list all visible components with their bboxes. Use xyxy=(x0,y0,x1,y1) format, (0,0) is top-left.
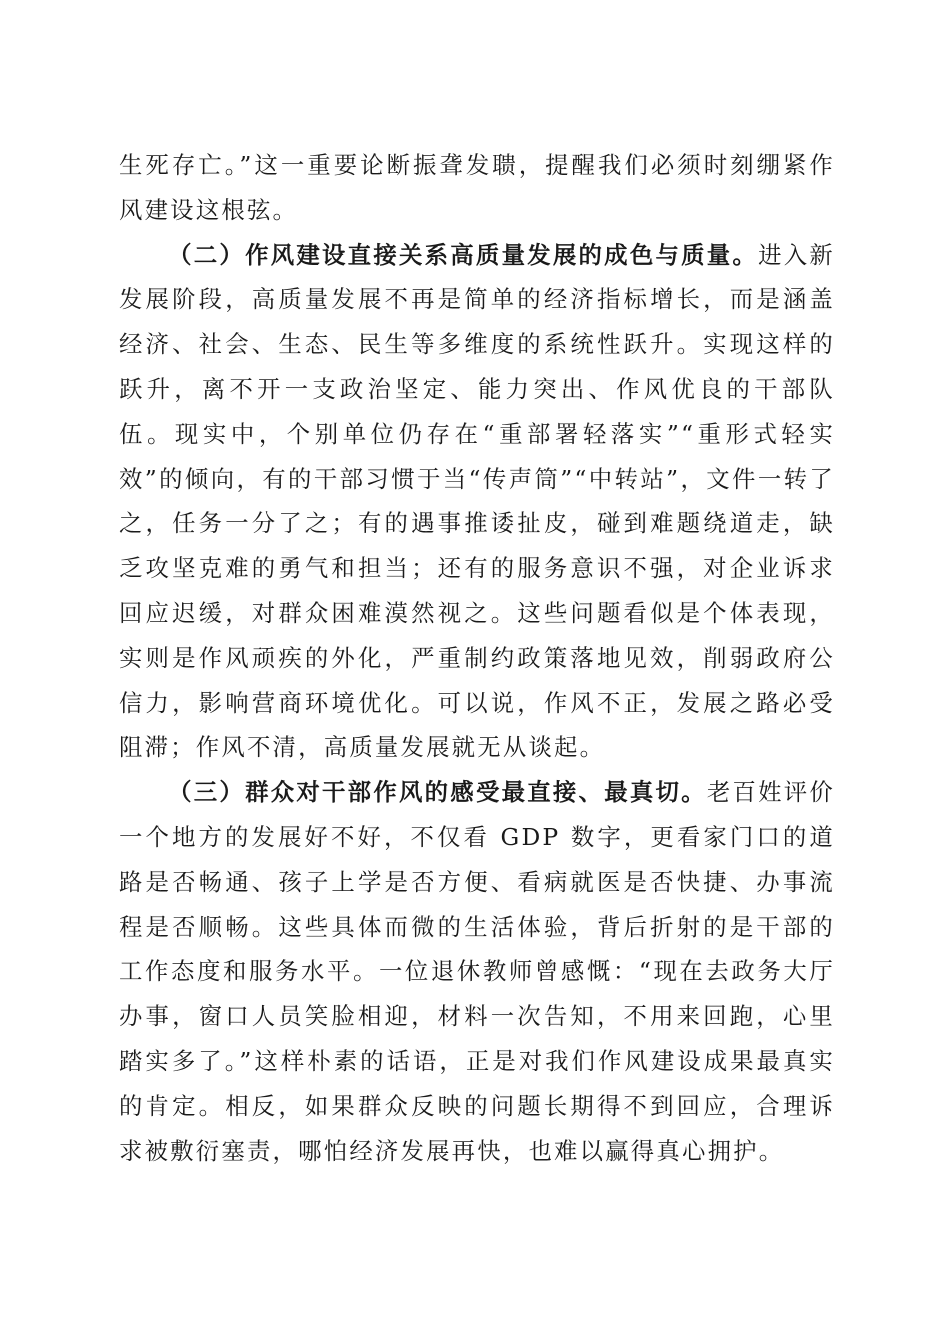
paragraph-body: 进入新发展阶段，高质量发展不再是简单的经济指标增长，而是涵盖经济、社会、生态、民生等多维度的系统性跃升。实现这样的跃升，离不开一支政治坚定、能力突出、作风优良的干部队伍。现实中，个别单位仍存在“重部署轻落实”“重形式轻实效”的倾向，有的干部习惯于当“传声筒”“中转站”，文件一转了之，任务一分了之；有的遇事推诿扯皮，碰到难题绕道走，缺乏攻坚克难的勇气和担当；还有的服务意识不强，对企业诉求回应迟缓，对群众困难漠然视之。这些问题看似是个体表现，实则是作风顽疾的外化，严重制约政策落地见效，削弱政府公信力，影响营商环境优化。可以说，作风不正，发展之路必受阻滞；作风不清，高质量发展就无从谈起。 xyxy=(119,240,835,762)
paragraph-body: 生死存亡。”这一重要论断振聋发聩，提醒我们必须时刻绷紧作风建设这根弦。 xyxy=(119,151,835,224)
paragraph-body: 老百姓评价一个地方的发展好不好，不仅看 GDP 数字，更看家门口的道路是否畅通、孩子上学是否方便、看病就医是否快捷、办事流程是否顺畅。这些具体而微的生活体验，背后折射的是干部的工作态度和服务水平。一位退休教师曾感慨：“现在去政务大厅办事，窗口人员笑脸相迎，材料一次告知，不用来回跑，心里踏实多了。”这样朴素的话语，正是对我们作风建设成果最真实的肯定。相反，如果群众反映的问题长期得不到回应，合理诉求被敷衍塞责，哪怕经济发展再快，也难以赢得真心拥护。 xyxy=(119,778,836,1165)
paragraph-continuation xyxy=(119,143,835,233)
paragraph-section-two xyxy=(119,233,835,771)
section-heading-three: （三）群众对干部作风的感受最直接、最真切。 xyxy=(168,778,707,807)
section-heading-two: （二）作风建设直接关系高质量发展的成色与质量。 xyxy=(168,240,759,269)
document-body xyxy=(119,143,835,1173)
paragraph-section-three xyxy=(119,770,835,1173)
